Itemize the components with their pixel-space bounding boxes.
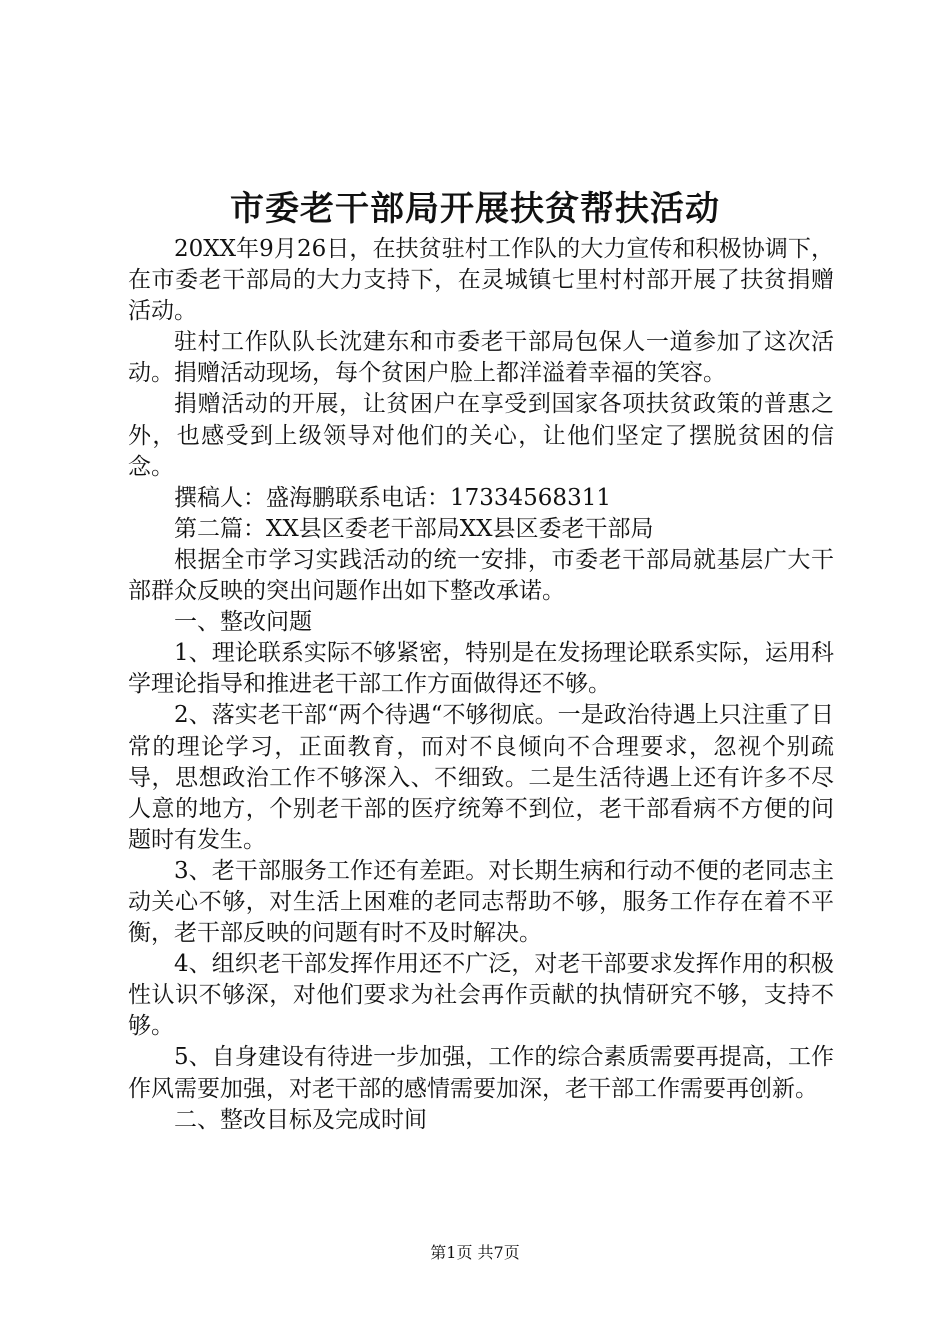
section-heading: 一、整改问题 bbox=[174, 609, 312, 636]
paragraph: 捐赠活动的开展，让贫困户在享受到国家各项扶贫政策的普惠之外，也感受到上级领导对他们的关心，让他们坚定了摆脱贫困的信念。 bbox=[128, 391, 834, 480]
page-number: 第1页 共7页 bbox=[430, 1243, 520, 1262]
list-item: 5、自身建设有待进一步加强，工作的综合素质需要再提高，工作作风需要加强，对老干部的感情需要加深，老干部工作需要再创新。 bbox=[128, 1044, 834, 1102]
paragraph: 20XX年9月26日，在扶贫驻村工作队的大力宣传和积极协调下，在市委老干部局的大力支持下，在灵城镇七里村村部开展了扶贫捐赠活动。 bbox=[128, 236, 834, 325]
author-contact-line: 撰稿人：盛海鹏联系电话：17334568311 bbox=[174, 484, 611, 511]
list-item: 1、理论联系实际不够紧密，特别是在发扬理论联系实际，运用科学理论指导和推进老干部工作方面做得还不够。 bbox=[128, 640, 834, 698]
paragraph: 根据全市学习实践活动的统一安排，市委老干部局就基层广大干部群众反映的突出问题作出如下整改承诺。 bbox=[128, 546, 834, 605]
section-heading: 第二篇：XX县区委老干部局XX县区委老干部局 bbox=[174, 515, 654, 542]
document-title: 市委老干部局开展扶贫帮扶活动 bbox=[230, 189, 720, 229]
list-item: 4、组织老干部发挥作用还不广泛，对老干部要求发挥作用的积极性认识不够深，对他们要求为社会再作贡献的执情研究不够，支持不够。 bbox=[128, 951, 834, 1040]
document-body bbox=[128, 234, 834, 1136]
list-item: 3、老干部服务工作还有差距。对长期生病和行动不便的老同志主动关心不够，对生活上困难的老同志帮助不够，服务工作存在着不平衡，老干部反映的问题有时不及时解决。 bbox=[128, 857, 834, 947]
list-item: 2、落实老干部“两个待遇“不够彻底。一是政治待遇上只注重了日常的理论学习，正面教育，而对不良倾向不合理要求，忽视个别疏导，思想政治工作不够深入、不细致。二是生活待遇上还有许多不尽人意的地方，个别老干部的医疗统筹不到位，老干部看病不方便的问题时有发生。 bbox=[128, 702, 834, 853]
section-heading: 二、整改目标及完成时间 bbox=[174, 1106, 427, 1133]
paragraph: 驻村工作队队长沈建东和市委老干部局包保人一道参加了这次活动。捐赠活动现场，每个贫困户脸上都洋溢着幸福的笑容。 bbox=[128, 329, 834, 387]
